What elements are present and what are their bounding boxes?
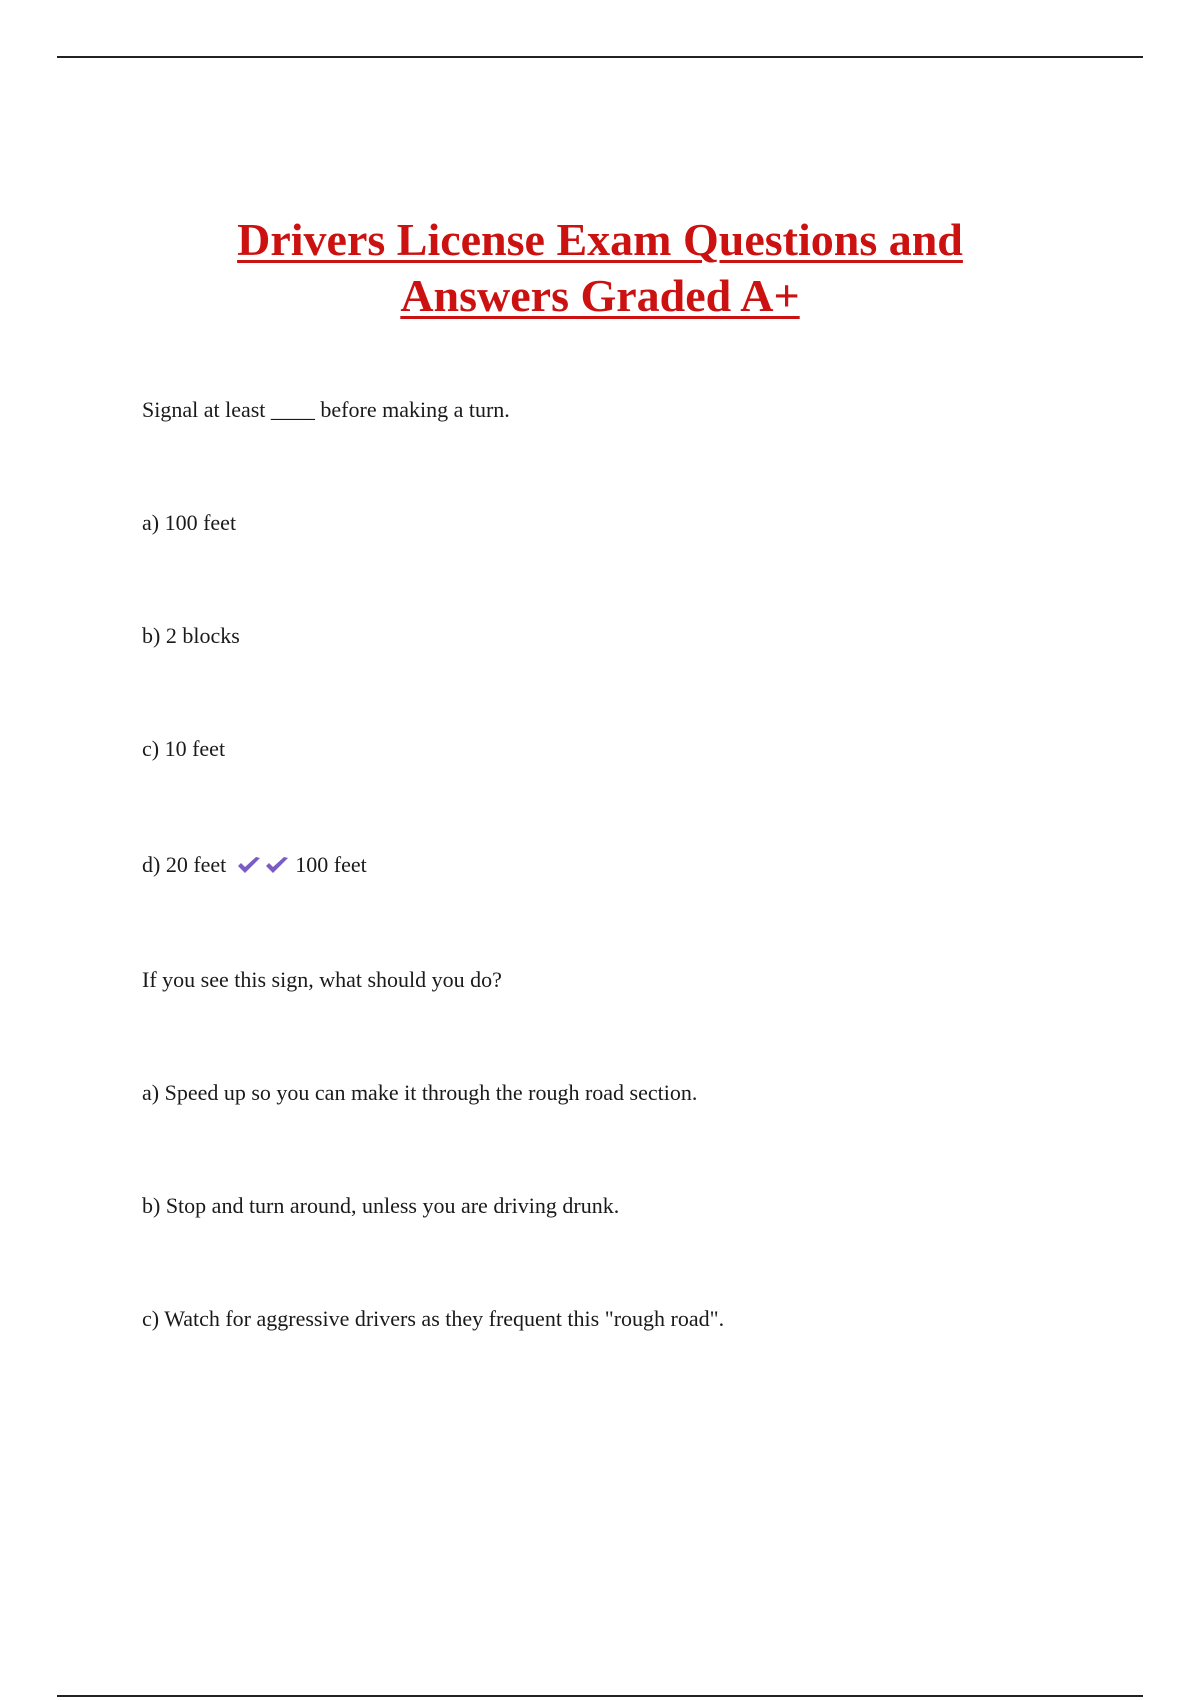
title-line-2: Answers Graded A+ — [400, 270, 800, 321]
question-2-option-c: c) Watch for aggressive drivers as they frequent this "rough road". — [142, 1306, 725, 1331]
document-title — [140, 212, 1060, 324]
question-1-option-b: b) 2 blocks — [142, 623, 240, 648]
check-icon — [236, 854, 262, 876]
check-icon — [264, 854, 290, 876]
question-1-option-c: c) 10 feet — [142, 736, 226, 761]
question-1-answer: 100 feet — [295, 852, 367, 877]
bottom-rule — [57, 1695, 1143, 1697]
question-2-prompt: If you see this sign, what should you do? — [142, 967, 502, 992]
top-rule — [57, 56, 1143, 58]
question-1-option-d: d) 20 feet — [142, 852, 227, 877]
question-2-option-b: b) Stop and turn around, unless you are driving drunk. — [142, 1193, 620, 1218]
question-1-option-d-row — [142, 851, 367, 879]
question-1-prompt: Signal at least ____ before making a turn. — [142, 397, 510, 422]
question-1-option-a: a) 100 feet — [142, 510, 237, 535]
title-line-1: Drivers License Exam Questions and — [237, 214, 963, 265]
question-2-option-a: a) Speed up so you can make it through the rough road section. — [142, 1080, 698, 1105]
